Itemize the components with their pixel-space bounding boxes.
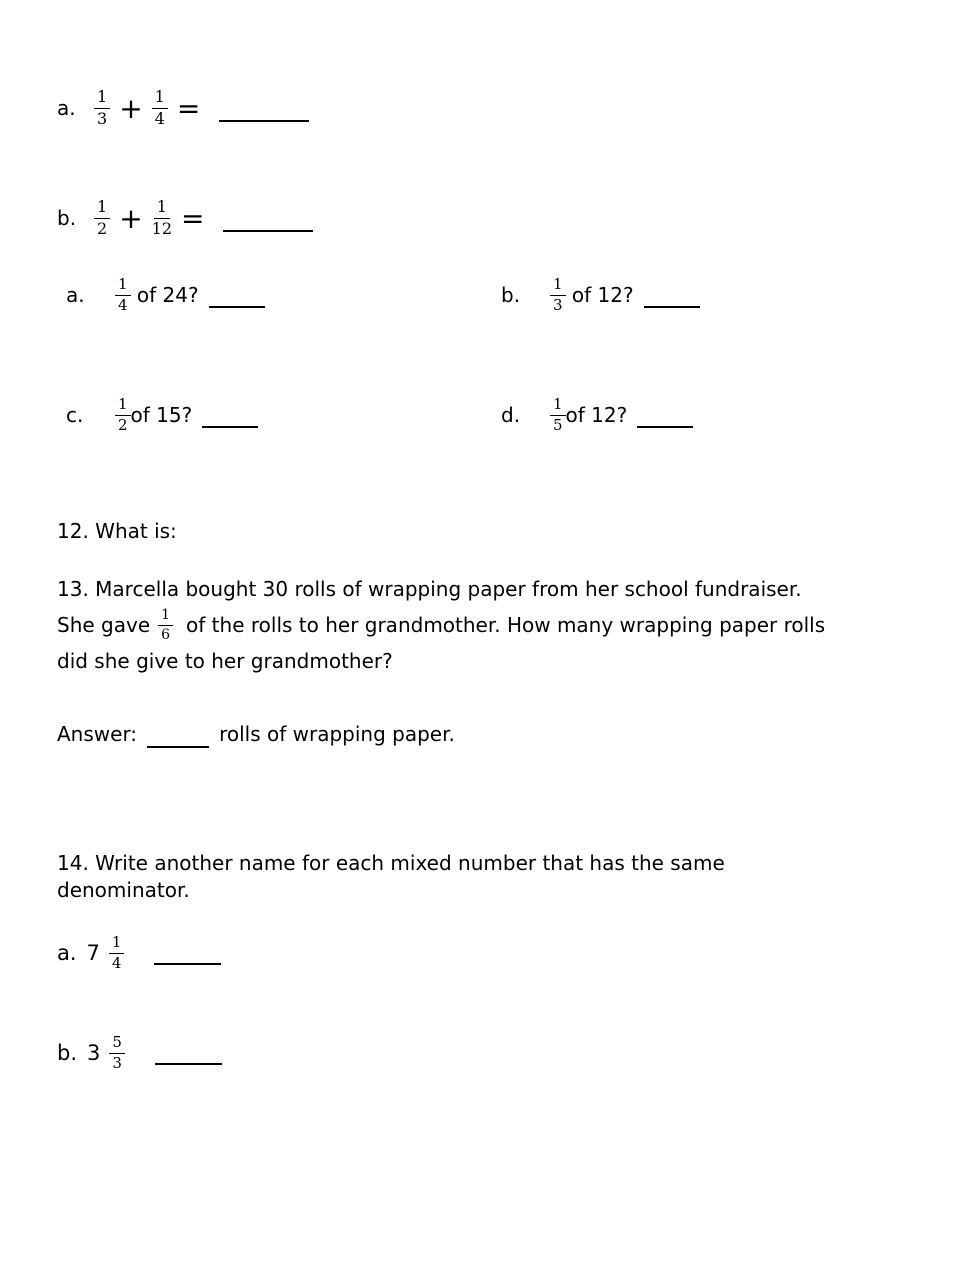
fraction [115, 396, 131, 434]
answer-blank [219, 94, 309, 122]
problem-label: b. [57, 206, 77, 230]
answer-line [57, 719, 455, 749]
answer-blank [209, 282, 265, 308]
answer-blank [202, 402, 258, 428]
plus-operator: + [119, 91, 143, 125]
fraction-numerator: 1 [115, 276, 131, 295]
addition-problem-b [57, 194, 313, 242]
fraction [109, 934, 125, 972]
fraction-numerator: 1 [94, 88, 110, 108]
fraction-denominator: 6 [161, 626, 171, 643]
addition-problem-a [57, 84, 309, 132]
answer-blank [223, 204, 313, 232]
inline-fraction [158, 607, 173, 642]
problem-label: a. [66, 283, 85, 307]
question-text: of 24? [130, 283, 199, 307]
question-14-line1: 14. Write another name for each mixed number that has the same [57, 851, 725, 875]
fraction-denominator: 4 [154, 108, 165, 128]
fraction-of-problem-d [501, 395, 693, 435]
fraction-denominator: 5 [553, 415, 563, 434]
answer-blank [644, 282, 700, 308]
fraction-denominator: 2 [118, 415, 128, 434]
fraction-denominator: 4 [111, 953, 122, 972]
fraction [550, 396, 566, 434]
fraction-numerator: 1 [109, 934, 125, 953]
answer-blank [637, 402, 693, 428]
problem-label: b. [501, 283, 521, 307]
question-12-heading: 12. What is: [57, 519, 177, 543]
fraction-numerator: 1 [158, 607, 173, 625]
fraction-numerator: 1 [154, 198, 170, 218]
fraction-numerator: 1 [115, 396, 131, 415]
answer-suffix: rolls of wrapping paper. [219, 722, 455, 746]
problem-label: c. [66, 403, 84, 427]
question-14-text [57, 850, 725, 904]
fraction [115, 276, 131, 314]
question-13-line3: did she give to her grandmother? [57, 649, 393, 673]
fraction-denominator: 3 [112, 1053, 122, 1072]
question-13-line2-after: of the rolls to her grandmother. How many wrapping paper rolls [186, 613, 826, 637]
question-13-line1: 13. Marcella bought 30 rolls of wrapping paper from her school fundraiser. [57, 577, 802, 601]
fraction-numerator: 1 [94, 198, 110, 218]
answer-blank [147, 720, 209, 748]
problem-label: a. [57, 941, 77, 965]
question-text: of 15? [130, 403, 193, 427]
question-text: of 12? [565, 403, 628, 427]
fraction-of-problem-b [501, 275, 700, 315]
question-14-line2: denominator. [57, 878, 190, 902]
problem-label: b. [57, 1041, 78, 1065]
plus-operator: + [119, 201, 143, 235]
fraction [550, 276, 566, 314]
whole-number: 3 [87, 1041, 101, 1065]
fraction-denominator: 2 [97, 218, 108, 238]
question-13-line2-before: She gave [57, 613, 151, 637]
question-text: of 12? [565, 283, 634, 307]
fraction-numerator: 1 [550, 276, 566, 295]
fraction-numerator: 1 [550, 396, 566, 415]
mixed-number-problem-a [57, 928, 221, 978]
answer-blank [155, 1041, 222, 1065]
answer-label: Answer: [57, 722, 138, 746]
fraction-denominator: 3 [553, 295, 563, 314]
problem-label: d. [501, 403, 521, 427]
question-13-text [57, 571, 825, 679]
equals-sign: = [181, 201, 205, 235]
question-13-line2 [57, 607, 825, 643]
fraction [109, 1034, 125, 1072]
fraction-of-problem-a [66, 275, 265, 315]
fraction [152, 198, 172, 238]
fraction [94, 198, 110, 238]
problem-label: a. [57, 96, 76, 120]
fraction-of-problem-c [66, 395, 258, 435]
fraction-denominator: 3 [97, 108, 108, 128]
fraction-numerator: 1 [152, 88, 168, 108]
mixed-number-problem-b [57, 1028, 222, 1078]
whole-number: 7 [86, 941, 100, 965]
equals-sign: = [176, 91, 201, 125]
fraction [152, 88, 168, 128]
answer-blank [154, 941, 221, 965]
fraction [94, 88, 110, 128]
fraction-denominator: 12 [151, 218, 173, 238]
fraction-numerator: 5 [109, 1034, 125, 1053]
fraction-denominator: 4 [118, 295, 128, 314]
